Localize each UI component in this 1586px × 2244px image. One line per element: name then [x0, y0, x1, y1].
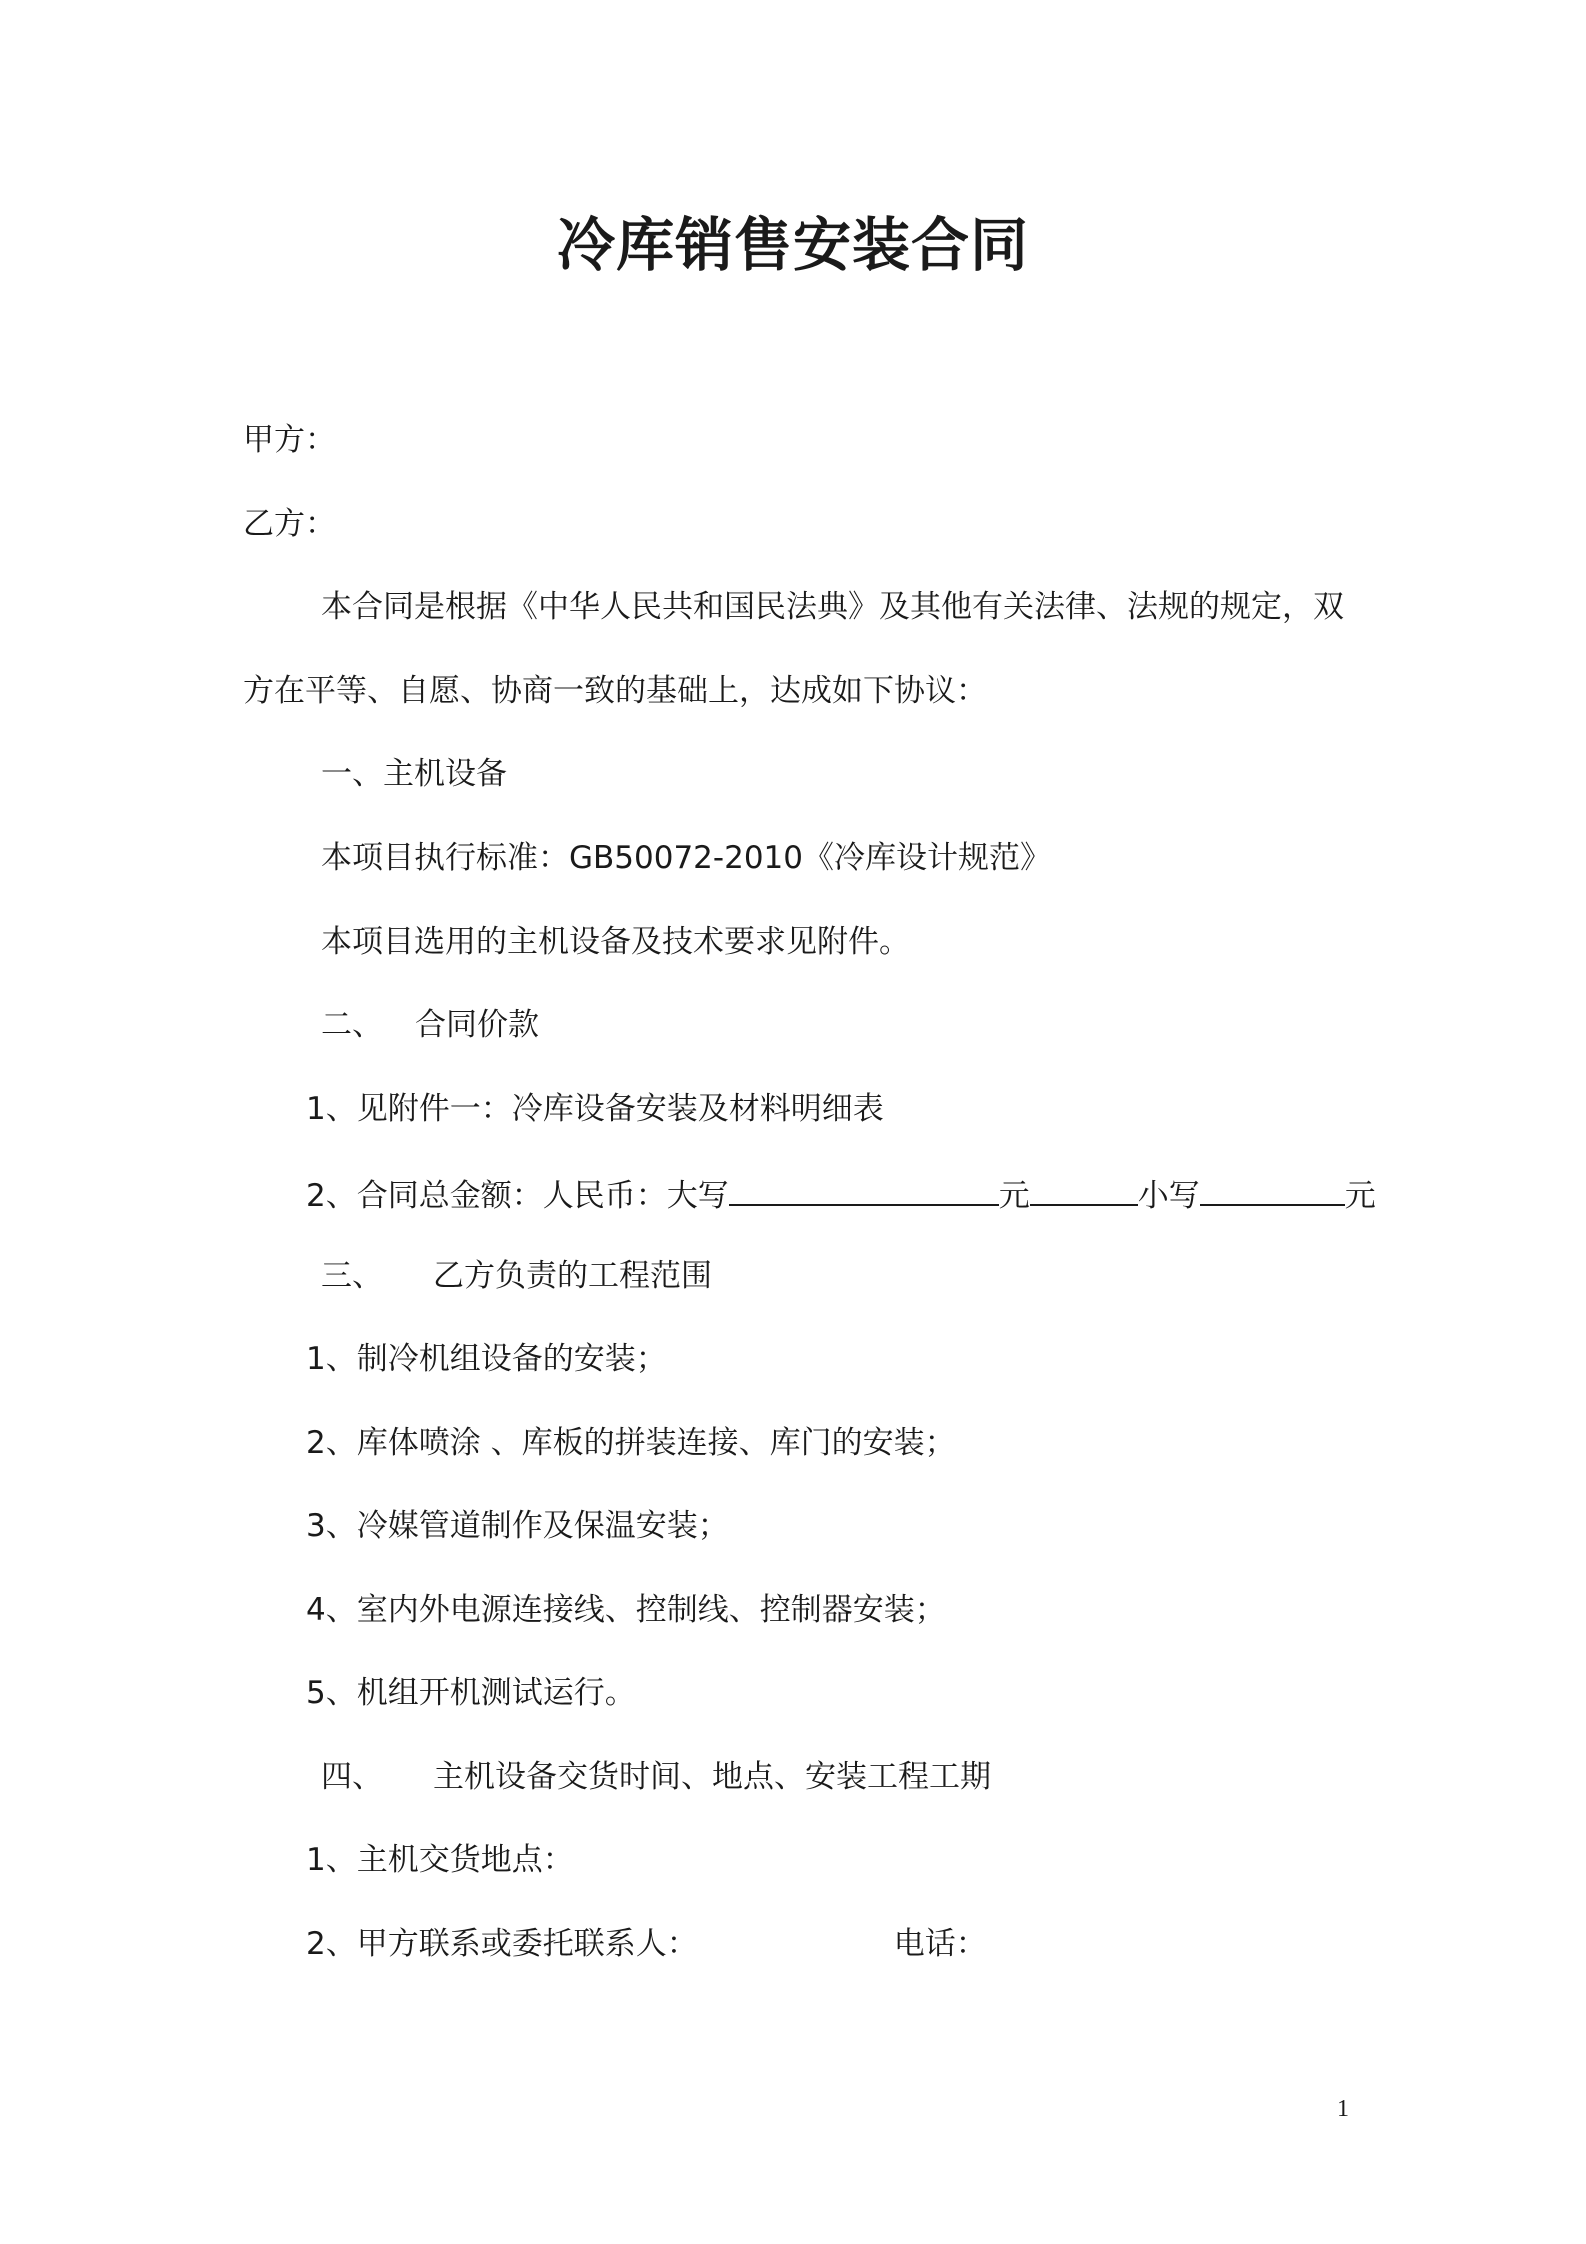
amount-in-words-blank[interactable] — [729, 1170, 999, 1206]
section-4-item-2 — [306, 1922, 987, 1966]
section-4-number: 四、 — [321, 1759, 383, 1795]
section-3-item-3: 3、冷媒管道制作及保温安装； — [306, 1508, 729, 1544]
amount-gap-blank[interactable] — [1030, 1170, 1138, 1206]
section-3-item-2: 2、库体喷涂 、库板的拼装连接、库门的安装； — [306, 1425, 956, 1461]
section-2-item-1: 1、见附件一：冷库设备安装及材料明细表 — [306, 1091, 884, 1127]
section-3-item-1: 1、制冷机组设备的安装； — [306, 1341, 667, 1377]
amount-in-figures-blank[interactable] — [1200, 1170, 1345, 1206]
section-2-heading: 合同价款 — [415, 1007, 539, 1043]
amount-unit-1: 元 — [998, 1178, 1030, 1214]
section-3-item-5: 5、机组开机测试运行。 — [306, 1675, 636, 1711]
total-amount-label: 2、合同总金额：人民币：大写 — [306, 1178, 729, 1214]
amount-figures-label: 小写 — [1137, 1178, 1200, 1214]
section-4-item-1: 1、主机交货地点： — [306, 1842, 574, 1878]
section-3-number: 三、 — [321, 1258, 383, 1294]
contact-person-label: 2、甲方联系或委托联系人： — [306, 1926, 698, 1962]
phone-label: 电话： — [893, 1926, 987, 1962]
party-b-label: 乙方： — [243, 506, 336, 542]
page-number: 1 — [1337, 2096, 1349, 2122]
section-1-equipment-note: 本项目选用的主机设备及技术要求见附件。 — [321, 924, 910, 960]
section-4-heading: 主机设备交货时间、地点、安装工程工期 — [433, 1759, 991, 1795]
section-1-standard: 本项目执行标准：GB50072-2010《冷库设计规范》 — [321, 840, 1051, 876]
intro-paragraph-line-1: 本合同是根据《中华人民共和国民法典》及其他有关法律、法规的规定，双 — [321, 589, 1344, 625]
party-a-label: 甲方： — [243, 422, 336, 458]
intro-paragraph-line-2: 方在平等、自愿、协商一致的基础上，达成如下协议： — [243, 673, 987, 709]
section-4-heading-row — [321, 1755, 991, 1799]
amount-unit-2: 元 — [1344, 1178, 1376, 1214]
document-title: 冷库销售安装合同 — [556, 211, 1029, 279]
section-2-number: 二、 — [321, 1007, 383, 1043]
section-3-item-4: 4、室内外电源连接线、控制线、控制器安装； — [306, 1592, 946, 1628]
section-2-heading-row — [321, 1003, 539, 1047]
section-2-item-2 — [306, 1170, 1376, 1218]
section-1-heading: 一、主机设备 — [321, 756, 507, 792]
section-3-heading-row — [321, 1254, 712, 1298]
section-3-heading: 乙方负责的工程范围 — [433, 1258, 712, 1294]
